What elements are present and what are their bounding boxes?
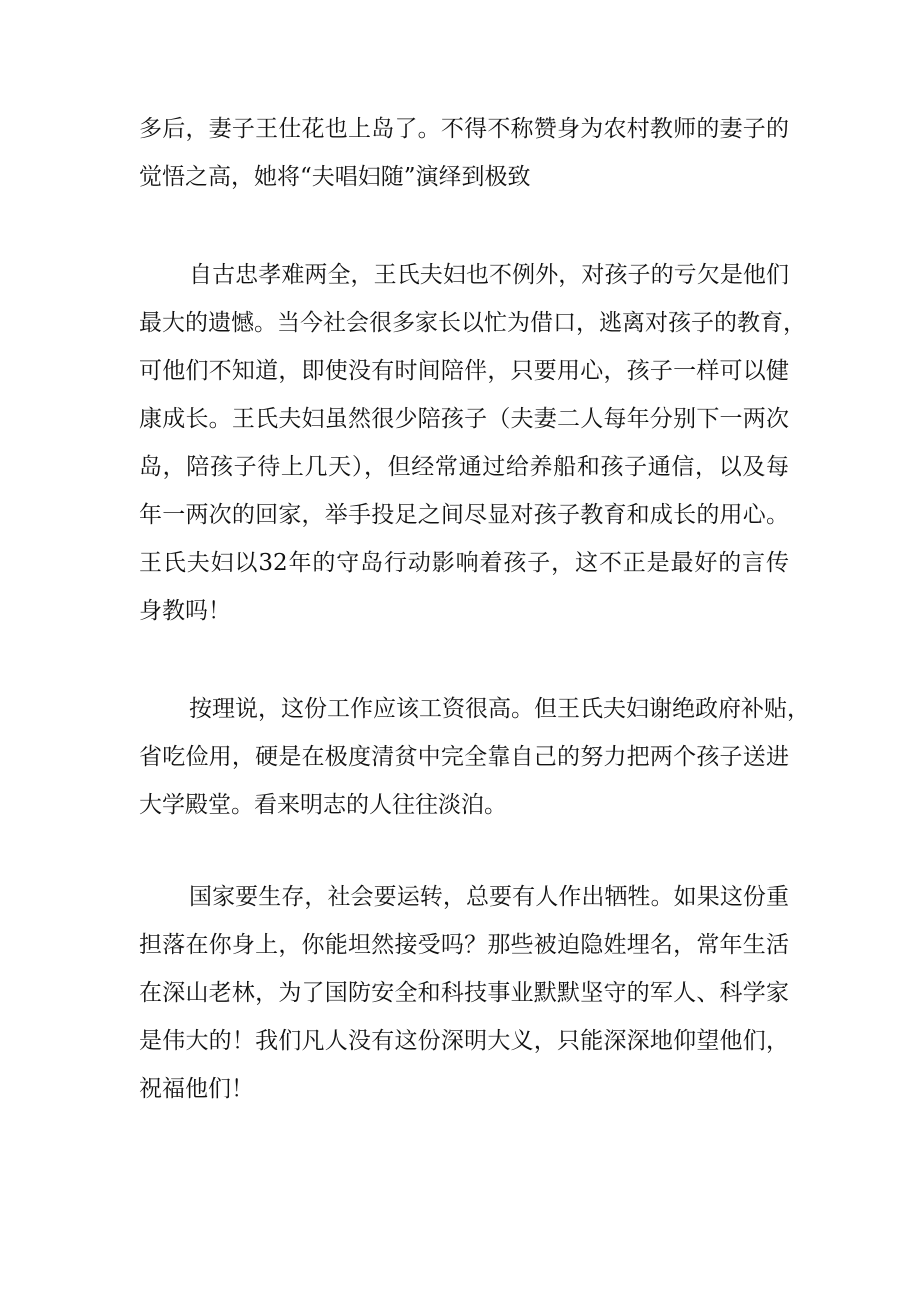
paragraph-line: 担落在你身上，你能坦然接受吗？那些被迫隐姓埋名，常年生活: [139, 932, 789, 958]
paragraph-line: 身教吗！: [139, 598, 231, 624]
paragraph-line: 大学殿堂。看来明志的人往往淡泊。: [139, 792, 507, 818]
paragraph-line: 按理说，这份工作应该工资很高。但王氏夫妇谢绝政府补贴，: [189, 696, 810, 722]
paragraph-line: 康成长。王氏夫妇虽然很少陪孩子（夫妻二人每年分别下一两次: [139, 406, 789, 432]
paragraph-line: 王氏夫妇以32年的守岛行动影响着孩子，这不正是最好的言传: [139, 550, 789, 576]
paragraph-line: 年一两次的回家，举手投足之间尽显对孩子教育和成长的用心。: [139, 502, 789, 528]
paragraph-line: 觉悟之高，她将“夫唱妇随”演绎到极致: [139, 164, 531, 190]
paragraph-line: 最大的遗憾。当今社会很多家长以忙为借口，逃离对孩子的教育，: [139, 310, 806, 336]
paragraph-line: 可他们不知道，即使没有时间陪伴，只要用心，孩子一样可以健: [139, 358, 789, 384]
paragraph-line: 自古忠孝难两全，王氏夫妇也不例外，对孩子的亏欠是他们: [189, 262, 789, 288]
paragraph-line: 祝福他们！: [139, 1076, 254, 1102]
paragraph-line: 是伟大的！我们凡人没有这份深明大义，只能深深地仰望他们，: [139, 1028, 789, 1054]
paragraph-line: 多后，妻子王仕花也上岛了。不得不称赞身为农村教师的妻子的: [139, 116, 789, 142]
paragraph-line: 省吃俭用，硬是在极度清贫中完全靠自己的努力把两个孩子送进: [139, 744, 789, 770]
paragraph-line: 岛，陪孩子待上几天），但经常通过给养船和孩子通信，以及每: [139, 454, 789, 480]
paragraph-line: 在深山老林，为了国防安全和科技事业默默坚守的军人、科学家: [139, 980, 789, 1006]
paragraph-line: 国家要生存，社会要运转，总要有人作出牺牲。如果这份重: [189, 884, 789, 910]
